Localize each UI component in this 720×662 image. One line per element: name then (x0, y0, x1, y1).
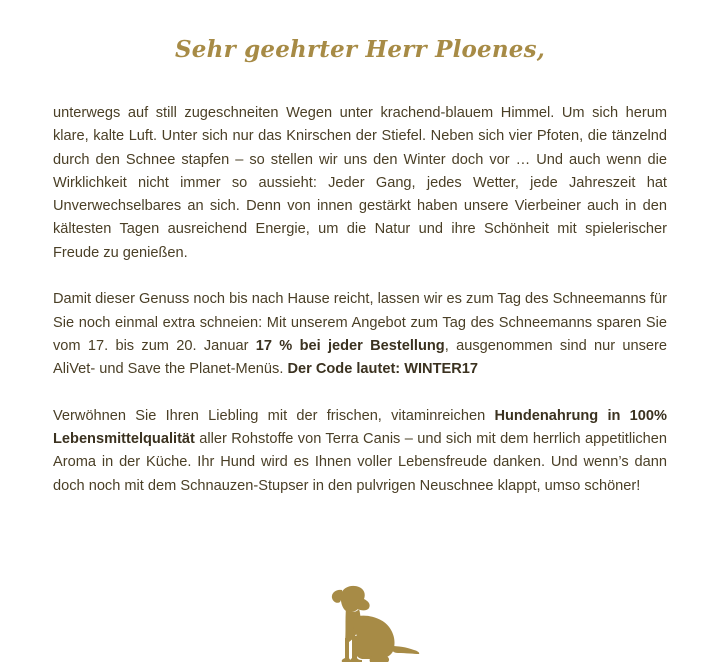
greeting-heading: Sehr geehrter Herr Ploenes, (175, 36, 545, 63)
offer-discount: 17 % bei jeder Bestellung (255, 337, 445, 354)
product-text-1: Verwöhnen Sie Ihren Liebling mit der frischen, vitaminreichen (53, 407, 495, 424)
paragraph-product (53, 405, 667, 498)
product-text-2: aller Rohstoffe von Terra Canis – und sich mit dem herrlich appetitlichen Aroma in der Küche. Ihr Hund wird es Ihnen voller Lebensfreude danken. Und wenn’s dann doch noch mit dem Schnauzen-Stupser in den pulvrigen Neuschnee klappt, umso schöner! (53, 431, 667, 494)
paragraph-intro: unterwegs auf still zugeschneiten Wegen unter krachend-blauem Himmel. Um sich herum klare, kalte Luft. Unter sich nur das Knirschen der Stiefel. Neben sich vier Pfoten, die tänzelnd durch den Schnee stapfen – so stellen wir uns den Winter doch vor … Und auch wenn die Wirklichkeit nicht immer so aussieht: Jeder Gang, jedes Wetter, jede Jahreszeit hat Unverwechselbares an sich. Denn von innen gestärkt haben unsere Vierbeiner auch in den kältesten Tagen ausreichend Energie, um die Natur und ihre Schönheit mit spielerischer Freude zu genießen. (53, 105, 667, 261)
product-highlight: Hundenahrung in 100% Lebensmittelqualität (53, 407, 668, 448)
offer-text-2: , ausgenommen sind nur unsere AliVet- und Save the Planet-Menüs. (53, 337, 667, 378)
letter-body (53, 102, 667, 498)
dog-icon (328, 580, 424, 662)
paragraph-offer (53, 288, 667, 381)
offer-text-1: Damit dieser Genuss noch bis nach Hause reicht, lassen wir es zum Tag des Schneemanns für Sie noch einmal extra schneien: Mit unserem Angebot zum Tag des Schneemanns sparen Sie vom 17. bis zum 20. Januar (53, 291, 667, 354)
offer-code: Der Code lautet: WINTER17 (287, 361, 479, 378)
